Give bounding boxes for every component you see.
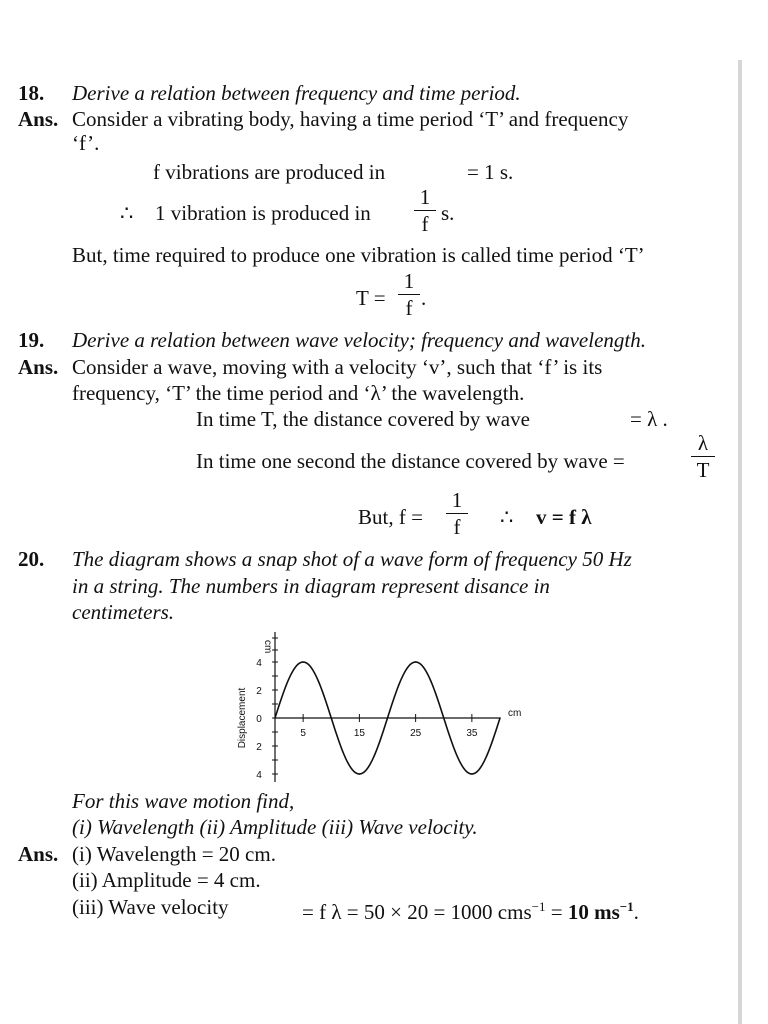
q19-f-num: 1	[451, 488, 463, 512]
chart-axes	[237, 632, 521, 782]
q19-step2-left: In time one second the distance covered by wave =	[196, 449, 625, 473]
q18-eq-end: .	[421, 286, 427, 310]
q18-step2-den: f	[421, 212, 429, 236]
q20-question-line3: centimeters.	[72, 600, 175, 624]
fraction-bar	[446, 513, 468, 514]
page-edge-shadow	[738, 60, 742, 1024]
q18-eq-fraction	[398, 270, 420, 319]
q19-ans-label: Ans.	[18, 355, 59, 379]
fraction-bar	[691, 456, 715, 457]
q18-eq-left: T =	[356, 286, 386, 310]
x-tick-label: 15	[353, 728, 365, 739]
y-tick-label: 2	[256, 686, 262, 697]
q19-therefore: ∴	[500, 505, 514, 529]
wave-data-point	[499, 717, 501, 719]
q19-step1-left: In time T, the distance covered by wave	[196, 407, 530, 431]
q19-number: 19.	[18, 328, 45, 352]
q18-ans-label: Ans.	[18, 107, 59, 131]
q20-ans-label: Ans.	[18, 842, 59, 866]
q20-ans2: (ii) Amplitude = 4 cm.	[72, 868, 261, 892]
y-unit-label: cm	[262, 640, 273, 654]
y-tick-label: 2	[256, 742, 262, 753]
q19-but: But, f =	[358, 505, 423, 529]
q19-line2: frequency, ‘T’ the time period and ‘λ’ the wavelength.	[72, 381, 525, 405]
wave-data-point	[274, 717, 276, 719]
q18-step2-unit: s.	[441, 201, 455, 225]
wave-data-point	[302, 661, 304, 663]
wave-data-point	[359, 773, 361, 775]
q18-step2-text: 1 vibration is produced in	[155, 201, 371, 225]
fraction-bar	[398, 294, 420, 295]
q18-line2: ‘f’.	[72, 131, 100, 155]
q20-ans3-final-text: 10 ms	[567, 900, 620, 924]
q18-eq-num: 1	[403, 269, 415, 293]
q20-ans3-eq2: =	[545, 900, 568, 924]
q19-step2-fraction	[691, 432, 715, 481]
q18-line3: But, time required to produce one vibration is called time period ‘T’	[72, 243, 645, 267]
q19-step2-num: λ	[697, 431, 709, 455]
q18-step2-fraction	[414, 186, 436, 235]
x-tick-label: 25	[410, 728, 422, 739]
q18-step1-right: = 1 s.	[467, 160, 514, 184]
q20-parts: (i) Wavelength (ii) Amplitude (iii) Wave velocity.	[72, 815, 478, 839]
x-tick-label: 35	[466, 728, 478, 739]
q19-result: v = f λ	[536, 505, 592, 529]
q20-question-line1: The diagram shows a snap shot of a wave form of frequency 50 Hz	[72, 547, 632, 571]
q19-line1: Consider a wave, moving with a velocity ‘v’, such that ‘f’ is its	[72, 355, 603, 379]
q20-prompt: For this wave motion find,	[72, 789, 295, 813]
q18-eq-den: f	[405, 296, 413, 320]
wave-data-point	[471, 773, 473, 775]
q20-question-line2: in a string. The numbers in diagram represent disance in	[72, 574, 550, 598]
q20-ans3-eq: = f λ = 50 × 20 = 1000 cms	[302, 900, 532, 924]
q19-f-fraction	[446, 489, 468, 538]
y-tick-label: 0	[256, 714, 262, 725]
q18-step2-num: 1	[419, 185, 431, 209]
wave-data-point	[415, 661, 417, 663]
q19-question: Derive a relation between wave velocity; frequency and wavelength.	[72, 328, 646, 352]
q18-step1-left: f vibrations are produced in	[153, 160, 386, 184]
x-tick-label: 5	[300, 728, 306, 739]
y-tick-label: 4	[256, 658, 262, 669]
q18-number: 18.	[18, 81, 45, 105]
q18-therefore: ∴	[120, 201, 134, 225]
fraction-bar	[414, 210, 436, 211]
y-axis-label: Displacement	[237, 687, 248, 749]
q19-step1-right: = λ .	[630, 407, 668, 431]
q18-line1: Consider a vibrating body, having a time period ‘T’ and frequency	[72, 107, 629, 131]
q20-ans3-final-exp: −1	[619, 899, 634, 914]
q20-ans3-exp: −1	[531, 899, 546, 914]
y-tick-label: 4	[256, 770, 262, 781]
q20-number: 20.	[18, 547, 45, 571]
q19-f-den: f	[453, 515, 461, 539]
q20-ans3-final	[568, 900, 634, 924]
q19-step2-den: T	[696, 458, 710, 482]
q18-question: Derive a relation between frequency and time period.	[72, 81, 521, 105]
q20-ans1: (i) Wavelength = 20 cm.	[72, 842, 276, 866]
q20-ans3-end: .	[633, 900, 639, 924]
q20-ans3-label: (iii) Wave velocity	[72, 895, 229, 919]
x-unit-label: cm	[508, 708, 522, 719]
wave-snapshot-chart	[225, 618, 535, 790]
q20-ans3-equation	[302, 895, 639, 924]
